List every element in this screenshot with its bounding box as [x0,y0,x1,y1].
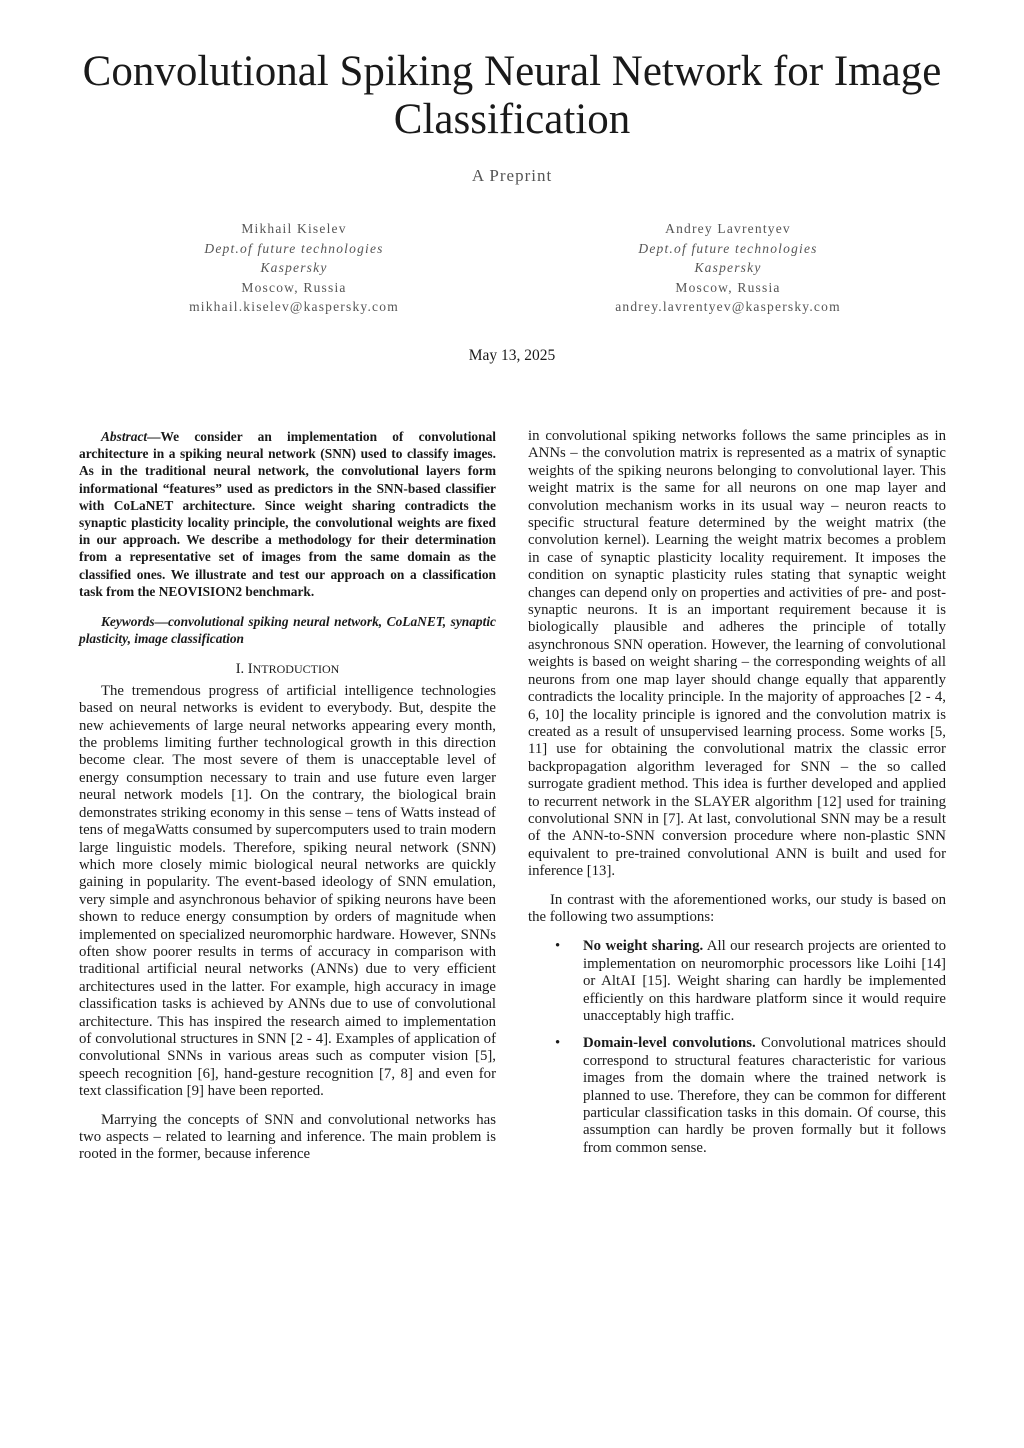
abstract [79,428,496,600]
intro-paragraph-4: In contrast with the aforementioned works, our study is based on the following two assumptions: [528,891,946,925]
author-location: Moscow, Russia [241,279,347,295]
list-item-head: Domain-level convolutions. [583,1035,756,1052]
intro-paragraph-1: The tremendous progress of artificial intelligence technologies based on neural networks is evident to everybody. But, despite the new achievements of large neural networks appearing every month, the problems limiting further technological growth in this direction become clear. The most severe of them is unacceptable level of energy consumption necessary to train and use future even larger neural network models [1]. On the contrary, the biological brain demonstrates striking economy in this sense – tens of Watts instead of tens of megaWatts consumed by supercomputers used to train modern large linguistic models. Therefore, spiking neural network (SNN) which more closely mimic biological neural networks are quickly gaining in popularity. The event-based ideology of SNN emulation, very simple and asynchronous behavior of spiking neurons have been shown to reduce energy consumption by orders of magnitude when implemented on specialized neuromorphic hardware. However, SNNs often show poorer results in terms of accuracy in comparison with traditional artificial neural networks (ANNs) due to very efficient architectures used in the latter. For example, high accuracy in image classification tasks is achieved by ANNs due to use of convolutional architecture. This has inspired the research aimed to implementation of convolutional structures in SNN [2 - 4]. Examples of application of convolutional SNNs in various areas such as computer vision [5], speech recognition [6], hand-gesture recognition [7, 8] and even for text classification [9] have been reported. [79,682,496,1100]
list-item-head: No weight sharing. [583,938,704,955]
assumption-list [528,938,946,1157]
intro-paragraph-3: in convolutional spiking networks follows the same principles as in ANNs – the convolution matrix is represented as a matrix of synaptic weights of the spiking neurons belonging to convolutional layer. This weight matrix is the same for all neurons on one map layer and convolution mechanism works in its usual way – neuron reacts to specific structural feature determined by the weight matrix (the convolution kernel). Learning the weight matrix becomes a problem in case of synaptic plasticity locality requirement. It imposes the condition on synaptic plasticity rules stating that synaptic weight changes can depend only on properties and activities of pre- and post-synaptic neurons. It is an important requirement because it is biologically plausible and adheres the principle of totally asynchronous SNN operation. However, the learning of convolutional weights is based on weight sharing – the corresponding weights of all neurons from one map layer should change equally that apparently contradicts the locality principle. In the majority of approaches [2 - 4, 6, 10] the locality principle is ignored and the convolution matrix is created as a result of unsupervised learning process. Some works [5, 11] use for obtaining the convolutional matrix the classic error backpropagation algorithm leveraged for SNN – the so called surrogate gradient method. This idea is further developed and applied to recurrent network in the SLAYER algorithm [12] used for training convolutional SNN in [7]. At last, convolutional SNN may be a result of the ANN-to-SNN conversion procedure where non-plastic SNN equivalent to pre-trained convolutional ANN is built and used for inference [13]. [528,428,946,880]
list-item [528,938,946,1025]
left-column [79,428,496,1164]
section-title-rest: NTRODUCTION [252,662,340,677]
section-number: I. [235,661,245,678]
author-block-1 [114,219,474,317]
abstract-label: Abstract [101,429,148,444]
paper-title: Convolutional Spiking Neural Network for Image Classification [82,48,942,143]
bullet-icon: • [555,938,561,955]
author-name: Andrey Lavrentyev [665,221,791,236]
section-heading-introduction [79,661,496,678]
keywords: Keywords—convolutional spiking neural network, CoLaNET, synaptic plasticity, image classification [79,614,496,647]
abstract-text: —We consider an implementation of convolutional architecture in a spiking neural network (SNN) used to classify images. As in the traditional neural network, the convolutional layers form informational “features” used as predictors in the SNN-based classifier with CoLaNET architecture. Since weight sharing contradicts the synaptic plasticity locality principle, the convolutional weights are fixed in our approach. We describe a methodology for their determination from a representative set of images from the same domain as the classified ones. We illustrate and test our approach on a classification task from the NEOVISION2 benchmark. [79,429,496,599]
author-org: Kaspersky [694,260,762,275]
list-item [528,1035,946,1157]
author-name: Mikhail Kiselev [241,221,347,236]
author-email[interactable]: mikhail.kiselev@kaspersky.com [189,299,399,314]
section-first-letter: I [247,661,253,678]
intro-paragraph-2: Marrying the concepts of SNN and convolutional networks has two aspects – related to learning and inference. The main problem is rooted in the former, because inference [79,1111,496,1163]
paper-date: May 13, 2025 [468,347,556,364]
author-block-2 [548,219,908,317]
author-dept: Dept.of future technologies [638,240,818,256]
author-email[interactable]: andrey.lavrentyev@kaspersky.com [615,299,841,314]
author-location: Moscow, Russia [675,279,781,295]
paper-subtitle: A Preprint [471,166,553,185]
author-dept: Dept.of future technologies [204,240,384,256]
list-item-text: All our research projects are oriented to implementation on neuromorphic processors like Loihi [14] or AltAI [15]. Weight sharing can hardly be implemented efficiently on this hardware platform since it would require unacceptably high traffic. [583,938,946,1024]
author-org: Kaspersky [260,260,328,275]
list-item-text: Convolutional matrices should correspond to structural features characteristic for various images from the domain where the trained network is planned to use. Therefore, they can be common for different particular classification tasks in this domain. Of course, this assumption can hardly be proven formally but it follows from common sense. [583,1035,946,1156]
bullet-icon: • [555,1035,561,1052]
right-column [528,428,946,1167]
